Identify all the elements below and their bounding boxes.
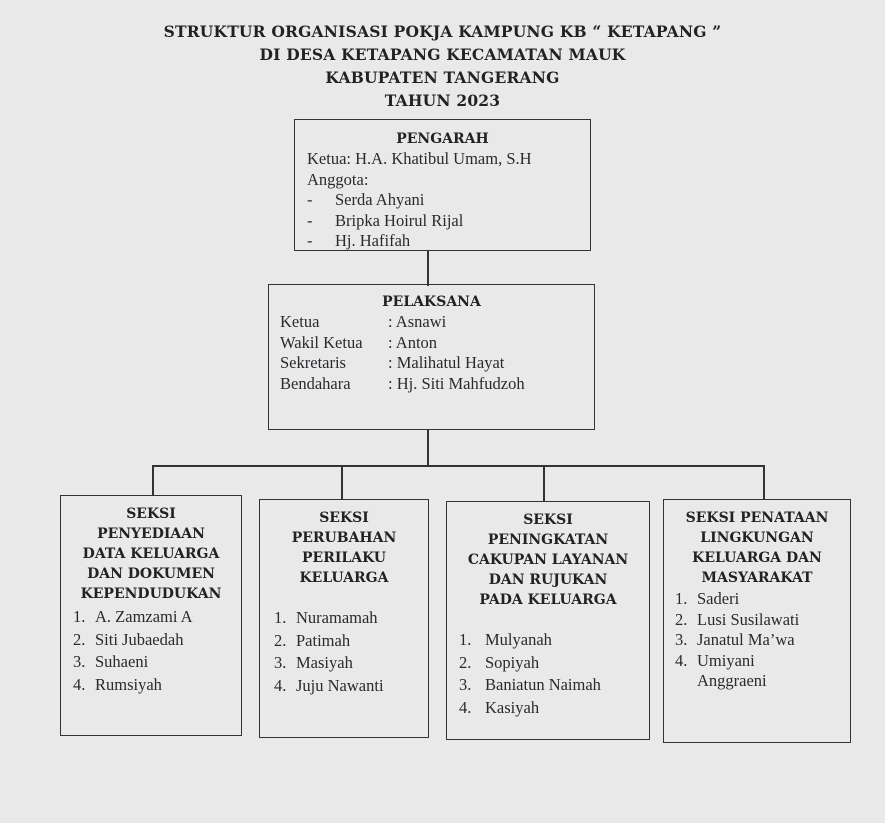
pelaksana-row: Ketua : Asnawi — [280, 312, 447, 331]
list-item: 4. Rumsiyah — [73, 674, 162, 694]
pengarah-anggota-label: Anggota: — [307, 169, 369, 189]
list-item: - Bripka Hoirul Rijal — [307, 210, 464, 230]
connector-seksi-1 — [152, 465, 154, 495]
pengarah-member-list — [307, 190, 590, 252]
seksi-box-2 — [259, 499, 429, 738]
list-item-continuation: Anggraeni — [697, 671, 767, 690]
list-item: 2. Lusi Susilawati — [675, 609, 800, 629]
pelaksana-box — [268, 284, 595, 430]
seksi-2-member-list — [260, 608, 428, 696]
seksi-1-member-list — [61, 607, 241, 695]
seksi-3-heading: SEKSI PENINGKATAN CAKUPAN LAYANAN DAN RUJUKAN PADA KELUARGA — [467, 512, 629, 608]
chart-title — [0, 20, 885, 112]
list-item: - Serda Ahyani — [307, 190, 425, 209]
connector-seksi-2 — [341, 465, 343, 499]
connector-seksi-4 — [763, 465, 765, 499]
pengarah-ketua: Ketua: H.A. Khatibul Umam, S.H — [307, 149, 532, 168]
list-item: 3. Suhaeni — [73, 652, 149, 671]
pelaksana-row: Wakil Ketua : Anton — [280, 332, 438, 352]
seksi-1-heading: SEKSI PENYEDIAAN DATA KELUARGA DAN DOKUMEN KEPENDUDUKAN — [80, 506, 222, 602]
seksi-box-1 — [60, 495, 242, 736]
connector-horizontal-bar — [152, 465, 764, 467]
list-item: 4. Juju Nawanti — [274, 675, 384, 695]
connector-pengarah-pelaksana — [427, 250, 429, 286]
seksi-2-heading: SEKSI PERUBAHAN PERILAKU KELUARGA — [291, 510, 397, 586]
title-line-3: KABUPATEN TANGERANG — [325, 68, 560, 87]
seksi-box-3 — [446, 501, 650, 740]
list-item: 3. Janatul Ma’wa — [675, 630, 795, 649]
pelaksana-row: Sekretaris : Malihatul Hayat — [280, 353, 505, 372]
connector-pelaksana-down — [427, 429, 429, 466]
title-line-4: TAHUN 2023 — [384, 91, 501, 110]
list-item: 1. Mulyanah — [459, 630, 552, 649]
seksi-4-member-list — [664, 589, 850, 692]
list-item: 1. A. Zamzami A — [73, 607, 193, 626]
list-item: - Hj. Hafifah — [307, 231, 411, 250]
pengarah-heading: PENGARAH — [396, 131, 489, 147]
list-item: 2. Patimah — [274, 630, 351, 650]
list-item: 3. Baniatun Naimah — [459, 675, 601, 694]
title-line-1: STRUKTUR ORGANISASI POKJA KAMPUNG KB “ KETAPANG ” — [163, 22, 722, 41]
pelaksana-row: Bendahara : Hj. Siti Mahfudzoh — [280, 373, 525, 393]
list-item: 2. Sopiyah — [459, 652, 540, 672]
seksi-4-heading: SEKSI PENATAAN LINGKUNGAN KELUARGA DAN MASYARAKAT — [685, 510, 829, 586]
seksi-box-4 — [663, 499, 851, 743]
list-item: 1. Saderi — [675, 589, 740, 608]
list-item: 4. Kasiyah — [459, 697, 540, 717]
list-item: 4. Umiyani — [675, 650, 755, 670]
pengarah-box — [294, 119, 591, 251]
pelaksana-heading: PELAKSANA — [382, 294, 481, 310]
list-item: 1. Nuramamah — [274, 608, 378, 627]
connector-seksi-3 — [543, 465, 545, 501]
list-item: 3. Masiyah — [274, 653, 353, 672]
title-line-2: DI DESA KETAPANG KECAMATAN MAUK — [259, 45, 626, 64]
list-item: 2. Siti Jubaedah — [73, 629, 184, 649]
seksi-3-member-list — [447, 630, 649, 718]
